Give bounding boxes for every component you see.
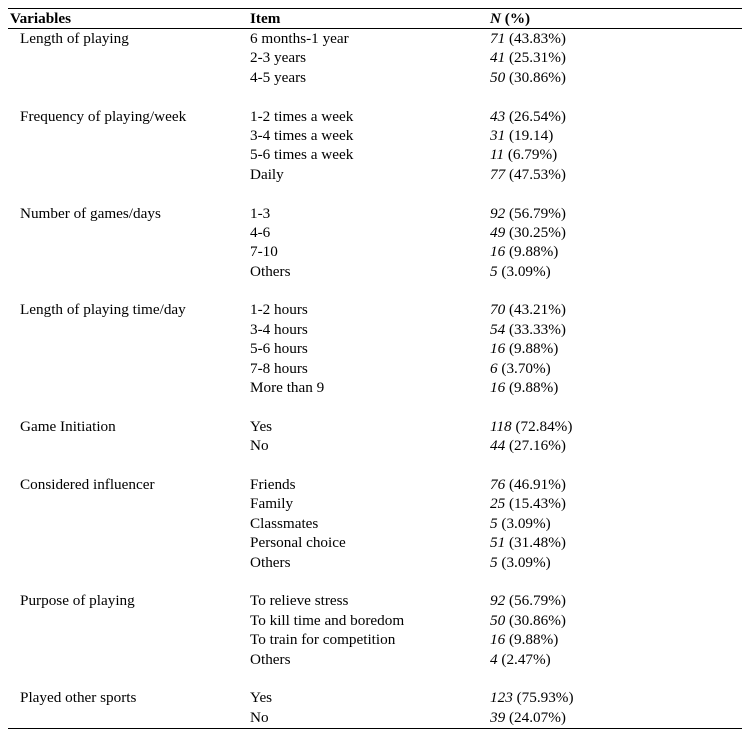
variable-cell bbox=[8, 242, 250, 261]
variable-cell bbox=[8, 494, 250, 513]
item-cell: 5-6 times a week bbox=[250, 146, 354, 164]
variable-cell bbox=[8, 48, 250, 67]
table-row bbox=[8, 359, 742, 378]
item-cell: 1-3 bbox=[250, 204, 271, 222]
item-cell: Personal choice bbox=[250, 534, 346, 552]
count-percent-cell bbox=[490, 533, 742, 552]
count-percent-cell bbox=[490, 630, 742, 649]
count-value: 39 bbox=[490, 708, 506, 726]
variable-cell: Number of games/days bbox=[20, 204, 161, 222]
item-cell: 3-4 times a week bbox=[250, 126, 354, 144]
count-value: 31 bbox=[490, 126, 506, 144]
header-n-percent bbox=[490, 9, 742, 28]
table-row bbox=[8, 630, 742, 649]
item-cell: Others bbox=[250, 553, 291, 571]
count-value: 5 bbox=[490, 553, 498, 571]
variable-cell bbox=[8, 436, 250, 455]
percent-value: (56.79%) bbox=[505, 592, 566, 610]
count-value: 50 bbox=[490, 68, 506, 86]
count-percent-cell bbox=[490, 223, 742, 242]
count-percent-cell bbox=[490, 553, 742, 572]
item-cell: 7-8 hours bbox=[250, 359, 308, 377]
group-spacer bbox=[8, 397, 742, 416]
percent-value: (15.43%) bbox=[505, 495, 566, 513]
table-body bbox=[8, 29, 742, 727]
count-percent-cell bbox=[490, 165, 742, 184]
percent-value: (43.21%) bbox=[505, 301, 566, 319]
table-row bbox=[8, 107, 742, 126]
count-value: 16 bbox=[490, 340, 506, 358]
item-cell: Yes bbox=[250, 417, 273, 435]
table-row bbox=[8, 475, 742, 494]
count-percent-cell bbox=[490, 29, 742, 48]
table-row bbox=[8, 417, 742, 436]
count-value: 51 bbox=[490, 534, 506, 552]
count-value: 77 bbox=[490, 165, 506, 183]
item-cell: Yes bbox=[250, 689, 273, 707]
variable-cell bbox=[8, 68, 250, 87]
table-row bbox=[8, 533, 742, 552]
count-percent-cell bbox=[490, 126, 742, 145]
variable-cell bbox=[8, 223, 250, 242]
variable-cell bbox=[8, 320, 250, 339]
item-cell: 6 months-1 year bbox=[250, 30, 349, 47]
count-percent-cell bbox=[490, 48, 742, 67]
item-cell: 1-2 hours bbox=[250, 301, 308, 319]
percent-value: (26.54%) bbox=[505, 107, 566, 125]
count-percent-cell bbox=[490, 107, 742, 126]
table-row bbox=[8, 68, 742, 87]
table-row bbox=[8, 320, 742, 339]
count-value: 25 bbox=[490, 495, 506, 513]
item-cell: Family bbox=[250, 495, 294, 513]
count-percent-cell bbox=[490, 417, 742, 436]
count-value: 5 bbox=[490, 514, 498, 532]
count-value: 70 bbox=[490, 301, 506, 319]
count-value: 16 bbox=[490, 379, 506, 397]
count-value: 50 bbox=[490, 611, 506, 629]
table-row bbox=[8, 204, 742, 223]
item-cell: Daily bbox=[250, 165, 284, 183]
table-row bbox=[8, 262, 742, 281]
percent-value: (46.91%) bbox=[505, 475, 566, 493]
table-row bbox=[8, 145, 742, 164]
percent-value: (27.16%) bbox=[505, 437, 566, 455]
percent-value: (3.70%) bbox=[497, 359, 551, 377]
percent-value: (30.86%) bbox=[505, 68, 566, 86]
percent-value: (56.79%) bbox=[505, 204, 566, 222]
table-row bbox=[8, 378, 742, 397]
count-percent-cell bbox=[490, 339, 742, 358]
count-percent-cell bbox=[490, 514, 742, 533]
item-cell: 5-6 hours bbox=[250, 340, 308, 358]
variable-cell bbox=[8, 708, 250, 727]
table-row bbox=[8, 29, 742, 48]
item-cell: Classmates bbox=[250, 514, 319, 532]
group-spacer bbox=[8, 572, 742, 591]
header-n-symbol: N bbox=[490, 10, 501, 27]
table-row bbox=[8, 553, 742, 572]
percent-value: (2.47%) bbox=[497, 650, 551, 668]
group-spacer bbox=[8, 669, 742, 688]
table-row bbox=[8, 708, 742, 727]
percent-value: (43.83%) bbox=[505, 30, 566, 47]
percent-value: (9.88%) bbox=[505, 379, 559, 397]
percent-value: (75.93%) bbox=[512, 689, 574, 707]
count-percent-cell bbox=[490, 436, 742, 455]
count-value: 118 bbox=[490, 417, 512, 435]
variable-cell bbox=[8, 630, 250, 649]
group-spacer bbox=[8, 184, 742, 203]
group-spacer bbox=[8, 281, 742, 300]
item-cell: No bbox=[250, 708, 269, 726]
item-cell: 7-10 bbox=[250, 243, 278, 261]
count-value: 92 bbox=[490, 204, 506, 222]
percent-value: (6.79%) bbox=[504, 146, 558, 164]
percent-value: (72.84%) bbox=[511, 417, 573, 435]
percent-value: (30.25%) bbox=[505, 223, 566, 241]
variable-cell bbox=[8, 378, 250, 397]
group-spacer bbox=[8, 456, 742, 475]
variable-cell: Game Initiation bbox=[20, 417, 116, 435]
percent-value: (30.86%) bbox=[505, 611, 566, 629]
count-value: 16 bbox=[490, 631, 506, 649]
count-percent-cell bbox=[490, 650, 742, 669]
bottom-rule bbox=[8, 728, 742, 729]
table-row bbox=[8, 300, 742, 319]
count-percent-cell bbox=[490, 611, 742, 630]
item-cell: To kill time and boredom bbox=[250, 611, 405, 629]
variable-cell: Length of playing bbox=[20, 30, 129, 47]
variable-cell: Length of playing time/day bbox=[20, 301, 186, 319]
variable-cell bbox=[8, 339, 250, 358]
percent-value: (47.53%) bbox=[505, 165, 566, 183]
count-value: 6 bbox=[490, 359, 498, 377]
count-percent-cell bbox=[490, 475, 742, 494]
item-cell: No bbox=[250, 437, 269, 455]
percent-value: (3.09%) bbox=[497, 553, 551, 571]
percent-value: (9.88%) bbox=[505, 631, 559, 649]
count-percent-cell bbox=[490, 708, 742, 727]
count-percent-cell bbox=[490, 688, 742, 707]
count-percent-cell bbox=[490, 262, 742, 281]
item-cell: 4-6 bbox=[250, 223, 271, 241]
percent-value: (9.88%) bbox=[505, 243, 559, 261]
variable-cell bbox=[8, 533, 250, 552]
percent-value: (31.48%) bbox=[505, 534, 566, 552]
variable-cell bbox=[8, 145, 250, 164]
count-value: 41 bbox=[490, 49, 506, 67]
count-percent-cell bbox=[490, 300, 742, 319]
table-row bbox=[8, 339, 742, 358]
table-row bbox=[8, 591, 742, 610]
variable-cell: Purpose of playing bbox=[20, 592, 135, 610]
count-percent-cell bbox=[490, 320, 742, 339]
table-row bbox=[8, 650, 742, 669]
count-value: 5 bbox=[490, 262, 498, 280]
count-value: 71 bbox=[490, 30, 506, 47]
count-percent-cell bbox=[490, 359, 742, 378]
percent-value: (19.14) bbox=[505, 126, 554, 144]
count-value: 16 bbox=[490, 243, 506, 261]
variable-cell bbox=[8, 165, 250, 184]
table-row bbox=[8, 611, 742, 630]
table-row bbox=[8, 494, 742, 513]
table-row bbox=[8, 242, 742, 261]
header-row bbox=[8, 9, 742, 28]
count-percent-cell bbox=[490, 591, 742, 610]
item-cell: 2-3 years bbox=[250, 49, 307, 67]
item-cell: To relieve stress bbox=[250, 592, 349, 610]
variable-cell bbox=[8, 126, 250, 145]
count-value: 11 bbox=[490, 146, 505, 164]
variable-cell bbox=[8, 553, 250, 572]
table-row bbox=[8, 165, 742, 184]
item-cell: 3-4 hours bbox=[250, 320, 308, 338]
count-percent-cell bbox=[490, 68, 742, 87]
header-percent: (%) bbox=[500, 10, 531, 27]
count-value: 76 bbox=[490, 475, 506, 493]
item-cell: More than 9 bbox=[250, 379, 325, 397]
count-percent-cell bbox=[490, 494, 742, 513]
item-cell: 1-2 times a week bbox=[250, 107, 354, 125]
percent-value: (9.88%) bbox=[505, 340, 559, 358]
count-percent-cell bbox=[490, 242, 742, 261]
data-table bbox=[8, 8, 742, 729]
variable-cell: Considered influencer bbox=[20, 475, 155, 493]
table-row bbox=[8, 688, 742, 707]
count-value: 54 bbox=[490, 320, 506, 338]
header-variables: Variables bbox=[10, 10, 72, 27]
count-value: 44 bbox=[490, 437, 506, 455]
percent-value: (3.09%) bbox=[497, 514, 551, 532]
count-value: 4 bbox=[490, 650, 498, 668]
variable-cell bbox=[8, 262, 250, 281]
variable-cell bbox=[8, 650, 250, 669]
percent-value: (33.33%) bbox=[505, 320, 566, 338]
table-row bbox=[8, 126, 742, 145]
percent-value: (3.09%) bbox=[497, 262, 551, 280]
variable-cell bbox=[8, 359, 250, 378]
item-cell: To train for competition bbox=[250, 631, 396, 649]
count-value: 49 bbox=[490, 223, 506, 241]
variable-cell bbox=[8, 514, 250, 533]
variable-cell: Frequency of playing/week bbox=[20, 107, 187, 125]
count-value: 43 bbox=[490, 107, 506, 125]
count-value: 92 bbox=[490, 592, 506, 610]
table-row bbox=[8, 223, 742, 242]
count-percent-cell bbox=[490, 378, 742, 397]
table-row bbox=[8, 514, 742, 533]
item-cell: Friends bbox=[250, 475, 296, 493]
item-cell: Others bbox=[250, 650, 291, 668]
item-cell: 4-5 years bbox=[250, 68, 307, 86]
count-percent-cell bbox=[490, 145, 742, 164]
item-cell: Others bbox=[250, 262, 291, 280]
table-row bbox=[8, 436, 742, 455]
percent-value: (25.31%) bbox=[505, 49, 566, 67]
count-value: 123 bbox=[490, 689, 513, 707]
count-percent-cell bbox=[490, 204, 742, 223]
percent-value: (24.07%) bbox=[505, 708, 566, 726]
group-spacer bbox=[8, 87, 742, 106]
variable-cell: Played other sports bbox=[20, 689, 137, 707]
header-item: Item bbox=[250, 10, 281, 27]
table-row bbox=[8, 48, 742, 67]
variable-cell bbox=[8, 611, 250, 630]
